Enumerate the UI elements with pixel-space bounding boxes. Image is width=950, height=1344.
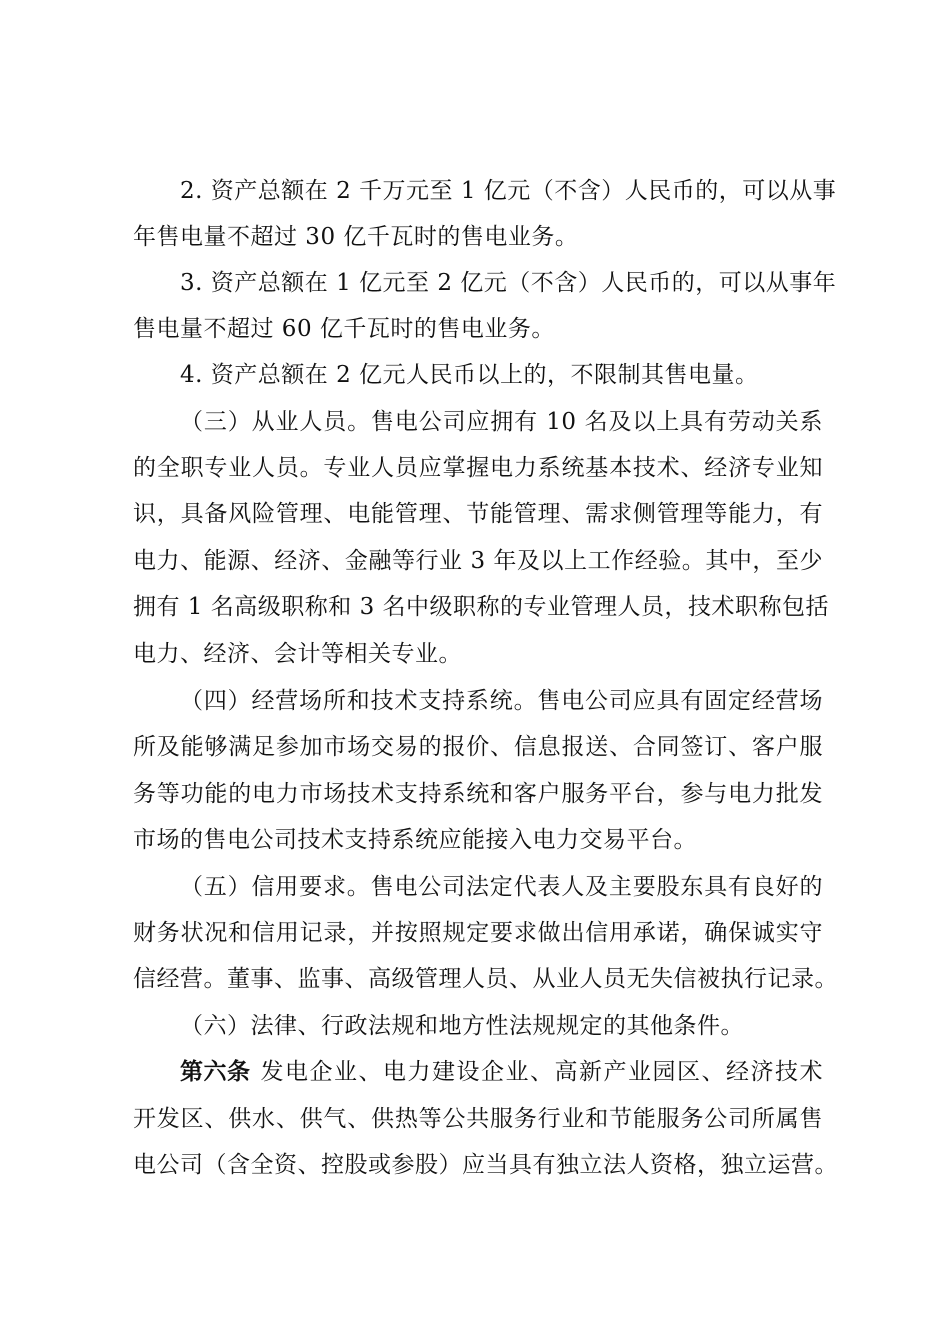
paragraph-6-line-1: （五）信用要求。售电公司法定代表人及主要股东具有良好的 — [180, 874, 823, 900]
article-6-first-line — [180, 1057, 823, 1087]
paragraph-2-line-1: 3. 资产总额在 1 亿元至 2 亿元（不含）人民币的，可以从事年 — [180, 270, 837, 296]
article-6-line-2: 开发区、供水、供气、供热等公共服务行业和节能服务公司所属售 — [133, 1106, 823, 1132]
paragraph-1-line-2: 年售电量不超过 30 亿千瓦时的售电业务。 — [133, 224, 579, 250]
paragraph-5-line-4: 市场的售电公司技术支持系统应能接入电力交易平台。 — [133, 827, 697, 853]
paragraph-4-line-1: （三）从业人员。售电公司应拥有 10 名及以上具有劳动关系 — [180, 409, 823, 435]
paragraph-5-line-1: （四）经营场所和技术支持系统。售电公司应具有固定经营场 — [180, 688, 823, 714]
paragraph-2-line-2: 售电量不超过 60 亿千瓦时的售电业务。 — [133, 316, 555, 342]
paragraph-6-line-2: 财务状况和信用记录，并按照规定要求做出信用承诺，确保诚实守 — [133, 920, 823, 946]
article-6-line-3: 电公司（含全资、控股或参股）应当具有独立法人资格，独立运营。 — [133, 1152, 838, 1178]
paragraph-4-line-4: 电力、能源、经济、金融等行业 3 年及以上工作经验。其中，至少 — [133, 548, 823, 574]
paragraph-4-line-2: 的全职专业人员。专业人员应掌握电力系统基本技术、经济专业知 — [133, 455, 823, 481]
paragraph-6-line-3: 信经营。董事、监事、高级管理人员、从业人员无失信被执行记录。 — [133, 966, 838, 992]
paragraph-7-line-1: （六）法律、行政法规和地方性法规规定的其他条件。 — [180, 1013, 744, 1039]
article-label: 第六条 — [180, 1058, 251, 1085]
paragraph-4-line-5: 拥有 1 名高级职称和 3 名中级职称的专业管理人员，技术职称包括 — [133, 594, 830, 620]
paragraph-1-line-1: 2. 资产总额在 2 千万元至 1 亿元（不含）人民币的，可以从事 — [180, 178, 837, 204]
paragraph-5-line-2: 所及能够满足参加市场交易的报价、信息报送、合同签订、客户服 — [133, 734, 823, 760]
article-6-line-1: 发电企业、电力建设企业、高新产业园区、经济技术 — [260, 1059, 823, 1085]
paragraph-4-line-6: 电力、经济、会计等相关专业。 — [133, 641, 462, 667]
paragraph-3-line-1: 4. 资产总额在 2 亿元人民币以上的，不限制其售电量。 — [180, 362, 759, 388]
paragraph-5-line-3: 务等功能的电力市场技术支持系统和客户服务平台，参与电力批发 — [133, 781, 823, 807]
paragraph-4-line-3: 识，具备风险管理、电能管理、节能管理、需求侧管理等能力，有 — [133, 501, 823, 527]
